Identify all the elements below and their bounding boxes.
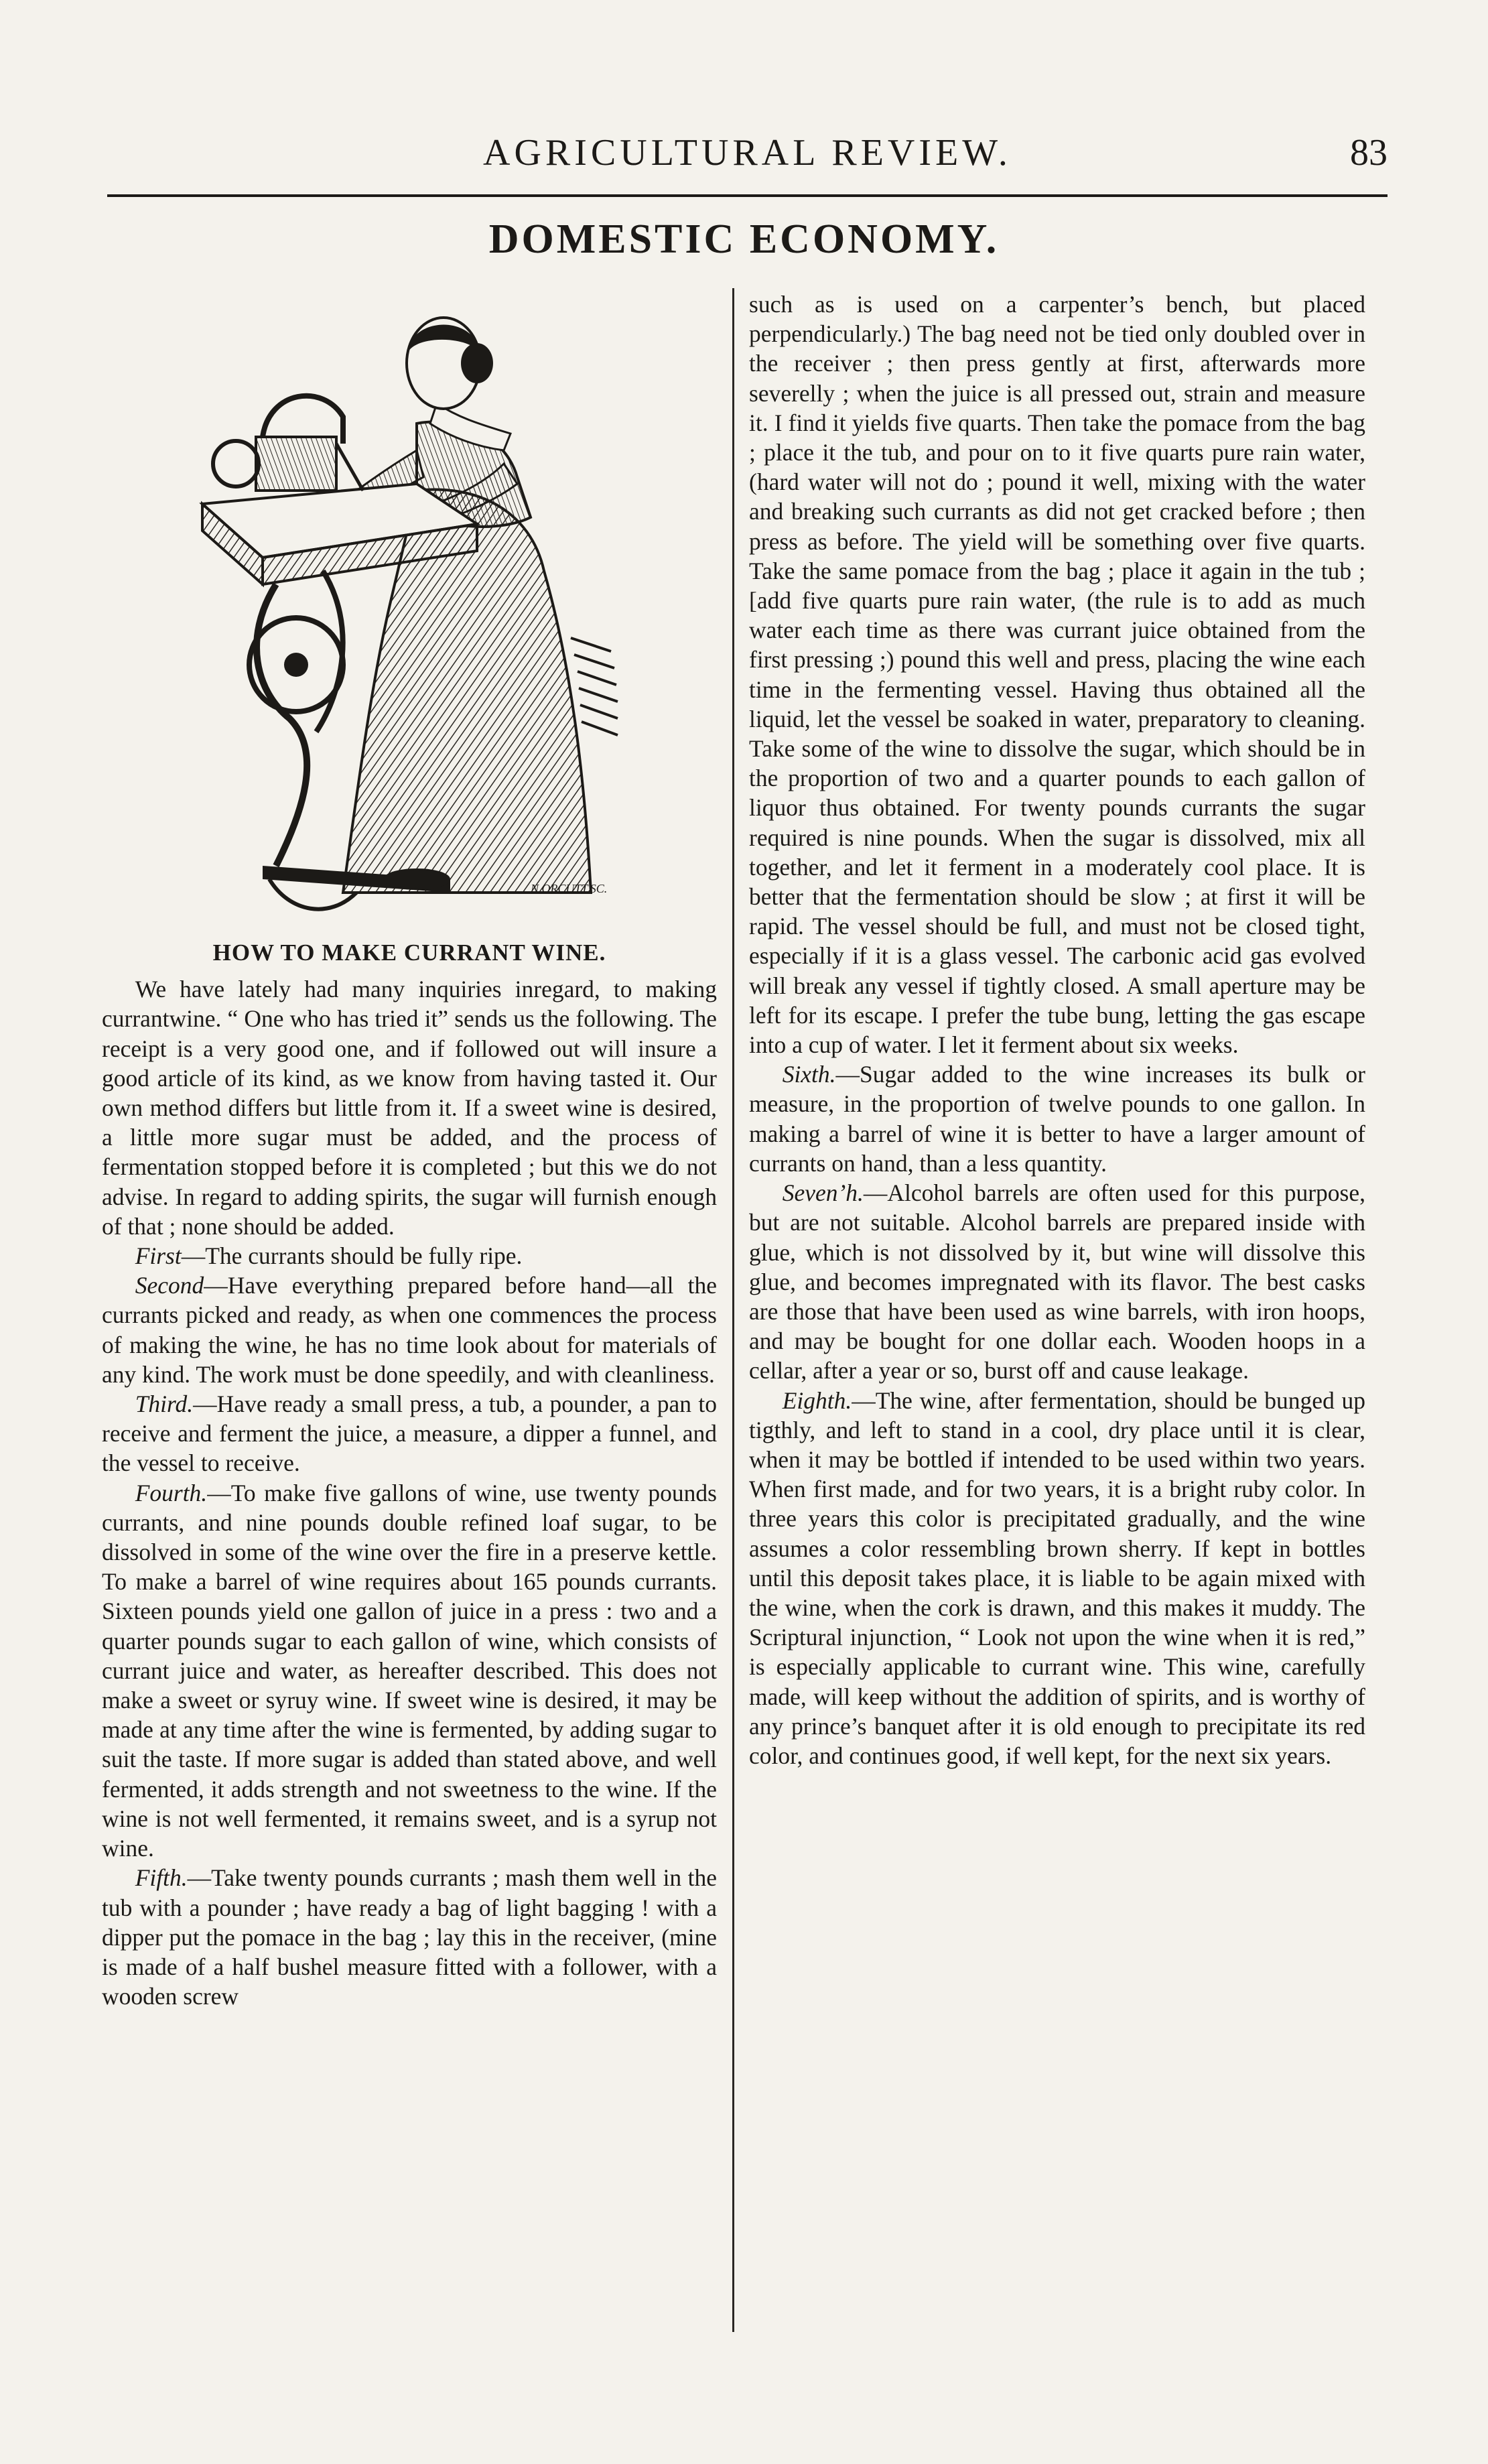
step-fifth xyxy=(102,1863,717,2011)
intro-paragraph: We have lately had many inquiries inregard, to making currantwine. “ One who has tried it” sends us the following. The receipt is a very good one, and if followed out will insure a good article of its kind, as we know from having tasted it. Our own method differs but little from it. If a sweet wine is desired, a little more sugar must be added, and the process of fermentation stopped before it is completed ; but this we do not advise. In regard to adding spirits, the sugar will furnish enough of that ; none should be added. xyxy=(102,976,717,1240)
running-title: AGRICULTURAL REVIEW. xyxy=(483,132,1012,174)
right-column xyxy=(749,289,1365,1770)
step-text: —The wine, after fermentation, should be bunged up tigthly, and left to stand in a cool, dry place until it is clear, when it may be bottled if intended to be used within two years. When first made, and for two years, it is a bright ruby color. In three years this color is precipitated gradually, and the wine assumes a color ressembling brown sherry. If kept in bottles until this deposit takes place, it is liable to be again mixed with the wine, when the cork is drawn, and this makes it muddy. The Scriptural injunction, “ Look not upon the wine when it is red,” is especially applicable to currant wine. This wine, carefully made, will keep without the addition of spirits, and is worthy of any prince’s banquet after it is old enough to precipitate its red color, and continues good, if well kept, for the next six years. xyxy=(749,1386,1365,1769)
sewing-machine-illustration xyxy=(102,289,717,933)
page-number: 83 xyxy=(1350,132,1388,174)
step-second xyxy=(102,1271,717,1389)
step-text: —Alcohol barrels are often used for this purpose, but are not suitable. Alcohol barrels are prepared inside with glue, which is not dissolved by it, but wine will dissolve this glue, and becomes impregnated with its flavor. The best casks are those that have been used as wine barrels, with iron hoops, and may be bought for one dollar each. Wooden hoops in a cellar, after a year or so, burst off and cause leakage. xyxy=(749,1179,1365,1384)
step-text: —Sugar added to the wine increases its bulk or measure, in the proportion of twelve pounds to one gallon. In making a barrel of wine it is better to have a larger amount of currants on hand, than a less quantity. xyxy=(749,1061,1365,1177)
step-lead: Fifth. xyxy=(135,1864,188,1892)
step-text: —Have everything prepared before hand—all the currants picked and ready, as when one commences the process of making the wine, he has no time look about for materials of any kind. The work must be done speedily, and with cleanliness. xyxy=(102,1272,717,1388)
engraver-mark: N.ORCUTT.SC. xyxy=(531,882,608,895)
step-lead: Fourth. xyxy=(135,1479,208,1506)
step-text: —To make five gallons of wine, use twenty pounds currants, and nine pounds double refined loaf sugar, to be dissolved in some of the wine over the fire in a preserve kettle. To make a barrel of wine requires about 165 pounds currants. Sixteen pounds yield one gallon of juice in a press : two and a quarter pounds sugar to each gallon of wine, which consists of currant juice and water, as hereafter described. This does not make a sweet or syruy wine. If sweet wine is desired, it may be made at any time after the wine is fermented, by adding sugar to suit the taste. If more sugar is added than stated above, and well fermented, it adds strength and not sweetness to the wine. If the wine is not well fermented, it remains sweet, and is a syrup not wine. xyxy=(102,1479,717,1862)
step-text: —Have ready a small press, a tub, a pounder, a pan to receive and ferment the juice, a measure, a dipper a funnel, and the vessel to receive. xyxy=(102,1390,717,1477)
step-eighth xyxy=(749,1386,1365,1771)
article-title: HOW TO MAKE CURRANT WINE. xyxy=(212,939,606,966)
left-column xyxy=(102,289,717,2011)
running-head xyxy=(107,126,1388,186)
column-divider xyxy=(732,288,734,2332)
step-lead: Second xyxy=(135,1272,204,1299)
step-fourth xyxy=(102,1478,717,1864)
step-sixth xyxy=(749,1059,1365,1178)
step-lead: Sixth. xyxy=(782,1061,836,1088)
step-third xyxy=(102,1389,717,1478)
step-lead: Third. xyxy=(135,1390,194,1418)
step-text: —The currants should be fully ripe. xyxy=(181,1242,523,1270)
step-lead: Eighth. xyxy=(782,1386,852,1414)
section-title: DOMESTIC ECONOMY. xyxy=(488,216,1000,262)
step-seventh xyxy=(749,1178,1365,1385)
step-lead: Seven’h. xyxy=(782,1179,864,1207)
step-first xyxy=(102,1241,717,1271)
header-rule xyxy=(107,194,1388,197)
step-text: —Take twenty pounds currants ; mash them well in the tub with a pounder ; have ready a bag of light bagging ! with a dipper put the pomace in the bag ; lay this in the receiver, (mine is made of a half bushel measure fitted with a follower, with a wooden screw xyxy=(102,1864,717,2010)
step-lead: First xyxy=(135,1242,182,1270)
continuation-paragraph: such as is used on a carpenter’s bench, but placed perpendicularly.) The bag need not be tied only doubled over in the receiver ; then press gently at first, afterwards more severelly ; when the juice is all pressed out, strain and measure it. I find it yields five quarts. Then take the pomace from the bag ; place it the tub, and pour on to it five quarts pure rain water, (hard water will not do ; pound it well, mixing with the water and breaking such currants as did not get cracked before ; then press as before. The yield will be something over five quarts. Take the same pomace from the bag ; place it again in the tub ; [add five quarts pure rain water, (the rule is to add as much water each time as there was currant juice obtained from the first pressing ;) pound this well and press, placing the wine each time in the fermenting vessel. Having thus obtained all the liquid, let the vessel be soaked in water, preparatory to cleaning. Take some of the wine to dissolve the sugar, which should be in the proportion of two and a quarter pounds to each gallon of liquor thus obtained. For twenty pounds currants the sugar required is nine pounds. When the sugar is dissolved, mix all together, and let it ferment in a moderately cool place. It is better that the fermentation should be slow ; at first it will be rapid. The vessel should be full, and must not be closed tight, especially if it is a glass vessel. The carbonic acid gas evolved will break any vessel if tightly closed. A small aperture may be left for its escape. I prefer the tube bung, letting the gas escape into a cup of water. I let it ferment about six weeks. xyxy=(749,291,1365,1059)
